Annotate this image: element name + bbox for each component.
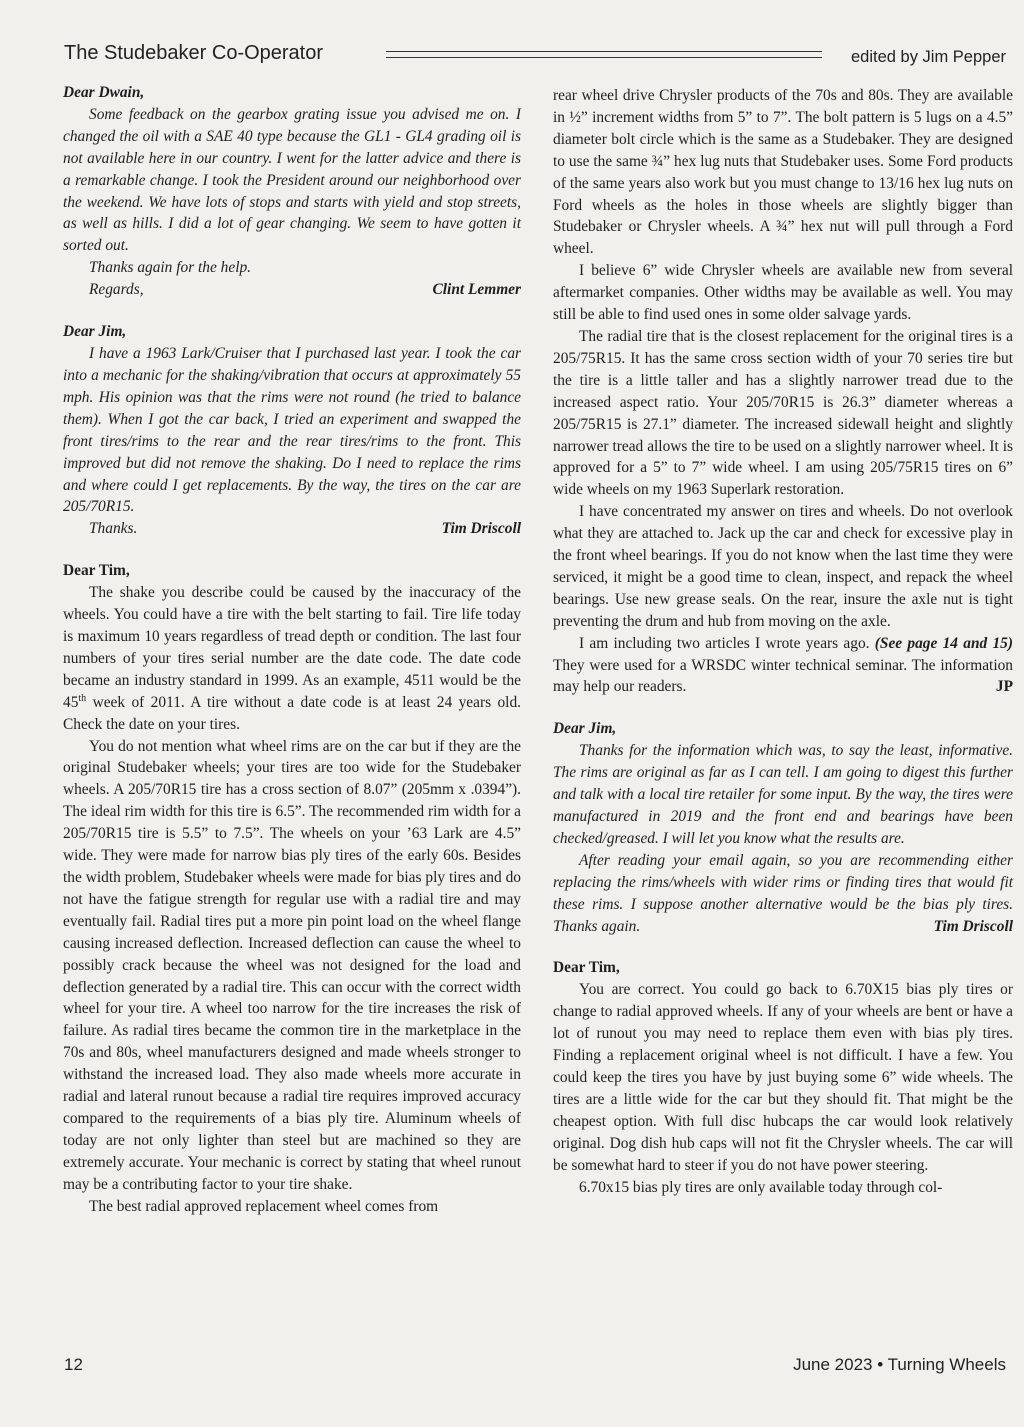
letter-tim-driscoll-followup [553,718,1013,937]
letter-clint-lemmer [63,82,521,301]
letter-salutation: Dear Jim, [553,720,617,738]
page-reference: (See page 14 and 15) [874,634,1013,652]
editor-initials: JP [995,678,1013,696]
reply-paragraph: I am including two articles I wrote years ago. (See page 14 and 15) They were used for a WRSDC winter technical seminar. The information may help our readers. JP [553,633,1013,699]
reply-paragraph: The best radial approved replacement wheel comes from [89,1197,439,1215]
letter-tim-driscoll [63,321,521,540]
reply-paragraph: rear wheel drive Chrysler products of the 70s and 80s. They are available in ½” increment widths from 5” to 7”. The bolt pattern is 5 lugs on a 4.5” diameter bolt circle which is the same as a Studebaker. They are designed to use the same ¾” hex lug nuts that Studebaker uses. Some Ford products of the same years also work but you must change to 13/16 hex lug nuts on Ford wheels as the holes in those wheels are slightly bigger than Studebaker or Chrysler wheels. A ¾” hex nut will pull through a Ford wheel. [553,87,1014,258]
letter-signature: Tim Driscoll [933,917,1013,935]
editor-credit: edited by Jim Pepper [850,48,1006,66]
reply-salutation: Dear Tim, [63,562,130,580]
letter-signature: Tim Driscoll [441,520,521,538]
letter-salutation: Dear Dwain, [63,84,145,101]
letter-paragraph: Thanks again for the help. [89,259,252,277]
reply-paragraph: The radial tire that is the closest replacement for the original tires is a 205/75R15. It has the same cross section width of your 70 series tire but the tire is a little taller and has a slightly narrower tread due to the increased aspect ratio. Your 205/70R15 is 26.3” diameter whereas a 205/75R15 is 27.1” diameter. The increased sidewall height and slightly narrower tread allows the tire to be used on a slightly narrower wheel. It is approved for a 5” to 7” wide wheel. I am using 205/75R15 tires on 6” wide wheels on my 1963 Superlark restoration. [553,327,1013,499]
issue-label: June 2023 • Turning Wheels [793,1355,1006,1374]
page-number: 12 [64,1355,83,1374]
section-title: The Studebaker Co-Operator [64,42,324,64]
reply-dear-tim [63,560,521,1217]
reply-paragraph: You do not mention what wheel rims are on the car but if they are the original Studebaker wheels; your tires are too wide for the Studebaker wheels. A 205/70R15 tire has a cross section of 8.07” (205mm x .0394”). The ideal rim width for this tire is 6.5”. The recommended rim width for a 205/70R15 tire is 5.5” to 7.5”. The wheels on your ’63 Lark are 4.5” wide. They were made for narrow bias ply tires of the early 60s. Besides the width problem, Studebaker wheels were made for bias ply tires and do not have the fatigue strength for regular use with a radial tire and may eventually fail. Radial tires put a more pin point load on the wheel flange causing increased deflection. Increased deflection can cause the wheel to possibly crack because the wheel was not designed for the load and deflection generated by a radial tire. This can occur with the correct width wheel for your tire. A wheel too narrow for the tire increases the risk of failure. As radial tires became the common tire in the marketplace in the 70s and 80s, wheel manufacturers designed and made wheels stronger to withstand the increased load. They also made wheels more accurate in radial and lateral runout because a radial tire requires improved accuracy compared to the requirements of a bias ply tire. Aluminum wheels of today are not only lighter than steel but are machined so they are extremely accurate. Your mechanic is correct by stating that wheel runout may be a contributing factor to your tire shake. [63,737,521,1193]
letter-signoff [63,279,521,301]
reply-dear-tim-continued [553,85,1013,698]
reply-salutation: Dear Tim, [553,959,620,977]
left-column [63,82,521,1218]
letter-closing: Thanks. [89,520,138,538]
letter-paragraph: I have a 1963 Lark/Cruiser that I purchased last year. I took the car into a mechanic for the shaking/vibration that occurs at approximately 55 mph. His opinion was that the rims were not round (he tried to balance them). When I got the car back, I tried an experiment and swapped the front tires/rims to the rear and the rear tires/rims to the front. This improved but did not remove the shaking. Do I need to replace the rims and where could I get replacements. By the way, the tires on the car are 205/70R15. [63,345,521,516]
letter-closing: Regards, [89,281,144,299]
letter-signature: Clint Lemmer [432,281,521,299]
letter-paragraph: Some feedback on the gearbox grating issue you advised me on. I changed the oil with a SAE 40 type because the GL1 - GL4 grading oil is not available here in our country. I went for the latter advice and there is a remarkable change. I took the President around our neighborhood over the weekend. We have lots of stops and starts with yield and stop streets, as well as hills. I did a lot of gear changing. We seem to have gotten it sorted out. [63,105,521,255]
reply-paragraph: I have concentrated my answer on tires and wheels. Do not overlook what they are attached to. Jack up the car and check for excessive play in the front wheel bearings. If you do not know when the last time they were serviced, it might be a good time to clean, inspect, and repack the wheel bearings. Use new grease seals. On the rear, insure the axle nut is tight preventing the drum and hub from moving on the axle. [553,503,1013,630]
reply-paragraph: The shake you describe could be caused by the inaccuracy of the wheels. You could have a tire with the belt starting to fail. Tire life today is maximum 10 years regardless of tread depth or condition. The last four numbers of your tires serial number are the date code. The date code became an industry standard in 1999. As an example, 4511 would be the 45th week of 2011. A tire without a date code is at least 24 years old. Check the date on your tires. [63,584,521,733]
reply-dear-tim-second [553,957,1013,1198]
letter-paragraph: After reading your email again, so you are recommending either replacing the rims/wheels with wider rims or finding tires that would fit these rims. I suppose another alternative would be the bias ply tires. Thanks again. Tim Driscoll [553,850,1013,938]
reply-paragraph: You are correct. You could go back to 6.70X15 bias ply tires or change to radial approved wheels. If any of your wheels are bent or have a lot of runout you may need to replace them even with bias ply tires. Finding a replacement original wheel is not difficult. I have a few. You could keep the tires you have by just buying some 6” wide wheels. The tires are a little wide for the car but they should fit. That might be the cheapest option. With full disc hubcaps the car would look relatively original. Dog dish hub caps will not fit the Chrysler wheels. The car will be somewhat hard to steer if you do not have power steering. [553,981,1013,1174]
header-rule [386,51,822,58]
reply-paragraph: 6.70x15 bias ply tires are only available today through col- [579,1178,943,1196]
letter-salutation: Dear Jim, [63,323,127,341]
letter-signoff [63,518,521,540]
right-column [553,85,1013,1198]
reply-paragraph: I believe 6” wide Chrysler wheels are available new from several aftermarket companies. Other widths may be available as well. You may still be able to find used ones in some older salvage yards. [553,262,1013,324]
letter-paragraph: Thanks for the information which was, to say the least, informative. The rims are original as far as I can tell. I am going to digest this further and talk with a local tire retailer for some input. By the way, the tires were manufactured in 2019 and the front end and bearings have been checked/greased. I will let you know what the results are. [553,742,1013,847]
